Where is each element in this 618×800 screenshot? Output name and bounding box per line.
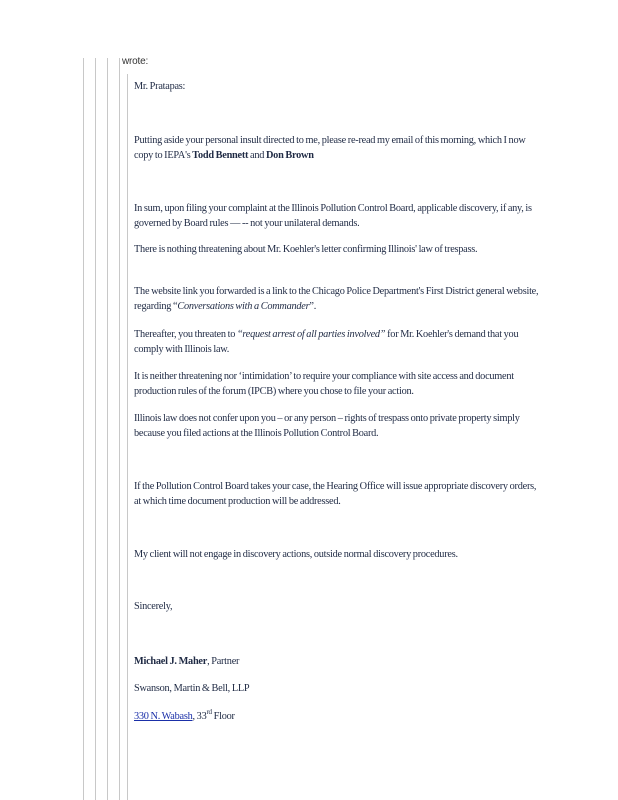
signature-name-line — [134, 655, 239, 670]
website-text-end: ”. — [309, 300, 317, 312]
paragraph-thereafter — [134, 328, 544, 357]
thereafter-quote: “request arrest of all parties involved” — [236, 329, 386, 340]
website-title: Conversations with a Commander — [177, 300, 310, 312]
quote-bar-level-5 — [127, 74, 128, 800]
address-sep: , 33 — [192, 711, 207, 722]
recipient-name-brown: Don Brown — [265, 149, 314, 161]
quote-bar-level-3 — [107, 58, 108, 800]
insult-text: Putting aside your personal insult directed to me, please re-read my email of this morning, which I now copy to IEPA's — [134, 135, 526, 161]
paragraph-illinois-law: Illinois law does not confer upon you – or any person – rights of trespass onto private property simply because you filed actions at the Illinois Pollution Control Board. — [134, 413, 520, 439]
thereafter-text-end: for Mr. Koehler's demand that you comply with Illinois law. — [134, 329, 519, 355]
thereafter-text: Thereafter, you threaten to — [134, 329, 237, 340]
closing: Sincerely, — [134, 601, 173, 612]
paragraph-insult — [134, 134, 544, 163]
address-link[interactable]: 330 N. Wabash — [134, 711, 193, 722]
insult-and: and — [248, 149, 266, 161]
paragraph-client: My client will not engage in discovery actions, outside normal discovery procedures. — [134, 549, 458, 560]
signature-name: Michael J. Maher — [134, 656, 208, 667]
quote-bar-level-1 — [83, 58, 84, 800]
paragraph-control-board: If the Pollution Control Board takes your case, the Hearing Office will issue appropriate discovery orders, at which time document production will be addressed. — [134, 481, 537, 507]
signature-title: , Partner — [207, 656, 240, 667]
website-text: The website link you forwarded is a link to the Chicago Police Department's First District general website, regarding “ — [134, 286, 539, 312]
signature-address — [134, 710, 235, 725]
quote-attribution: wrote: — [122, 56, 149, 67]
salutation: Mr. Pratapas: — [134, 81, 186, 92]
paragraph-website — [134, 285, 544, 314]
signature-firm: Swanson, Martin & Bell, LLP — [134, 683, 250, 694]
quote-bar-level-2 — [95, 58, 96, 800]
floor-suffix: Floor — [211, 711, 235, 722]
paragraph-intimidation: It is neither threatening nor ‘intimidation’ to require your compliance with site access and document production rules of the forum (IPCB) where you chose to file your action. — [134, 371, 514, 397]
paragraph-insum: In sum, upon filing your complaint at the Illinois Pollution Control Board, applicable discovery, if any, is governed by Board rules — -- not your unilateral demands. — [134, 203, 532, 229]
quote-bar-level-4 — [119, 58, 120, 800]
floor-superscript: rd — [206, 708, 212, 716]
recipient-name-bennett: Todd Bennett — [192, 149, 249, 161]
paragraph-trespass-letter: There is nothing threatening about Mr. Koehler's letter confirming Illinois' law of trespass. — [134, 244, 478, 255]
